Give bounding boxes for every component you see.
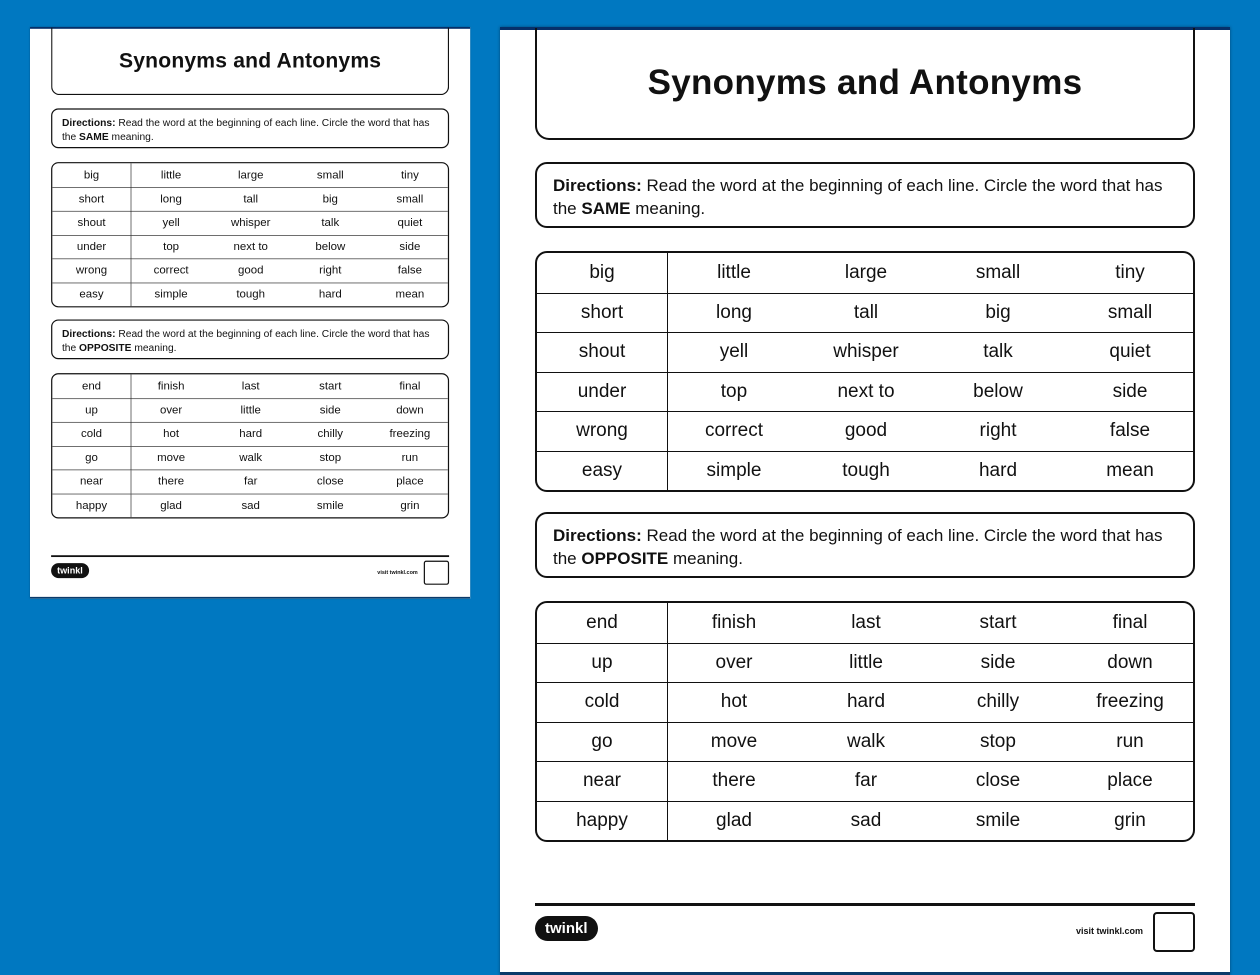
table-row xyxy=(537,722,1193,762)
choice-word: side xyxy=(1112,380,1148,402)
choice-word: over xyxy=(159,403,183,417)
choice-word: grin xyxy=(400,498,420,512)
choice-word: little xyxy=(717,261,751,283)
target-word: go xyxy=(52,446,131,469)
table-row xyxy=(52,211,448,235)
table-row xyxy=(537,293,1193,333)
table-row xyxy=(537,411,1193,451)
worksheet-preview-zoomed xyxy=(500,27,1230,975)
directions-text-end: meaning. xyxy=(668,549,743,568)
choice-word: next to xyxy=(233,240,268,253)
table-row xyxy=(52,374,448,398)
target-word: up xyxy=(537,644,668,683)
choice-word: tiny xyxy=(1115,261,1145,283)
target-word: end xyxy=(52,374,131,398)
target-word: under xyxy=(52,235,131,258)
choice-word: tough xyxy=(236,287,266,301)
page-footer xyxy=(51,555,449,576)
choice-word: tall xyxy=(243,192,259,206)
directions-text: Read the word at the beginning of each line. Circle the word that has the xyxy=(61,327,430,354)
directions-box xyxy=(535,162,1195,228)
title-box xyxy=(51,28,449,96)
choice-word: hard xyxy=(846,691,886,713)
word-table xyxy=(51,373,449,518)
target-word: cold xyxy=(52,423,131,446)
directions-text: Read the word at the beginning of each line. Circle the word that has the xyxy=(61,116,430,143)
choice-word: hot xyxy=(163,427,180,441)
directions-text: Read the word at the beginning of each line. Circle the word that has the xyxy=(553,176,1163,218)
quality-badge-icon xyxy=(424,561,449,585)
choice-word: long xyxy=(716,301,752,323)
table-row xyxy=(537,682,1193,722)
choice-word: place xyxy=(1107,770,1153,792)
table-row xyxy=(537,253,1193,293)
choice-word: top xyxy=(720,380,748,402)
title-box xyxy=(535,28,1195,140)
word-table xyxy=(535,251,1195,492)
choice-word: simple xyxy=(706,459,762,481)
table-row xyxy=(52,187,448,211)
visit-link-text: visit twinkl.com xyxy=(1075,926,1143,936)
page-footer xyxy=(535,903,1195,937)
target-word: near xyxy=(52,470,131,493)
target-word: shout xyxy=(52,212,131,235)
choice-word: small xyxy=(396,192,424,206)
choice-word: talk xyxy=(321,216,340,230)
choice-word: long xyxy=(160,192,182,206)
choice-word: far xyxy=(854,770,878,792)
choice-word: over xyxy=(715,651,753,673)
choice-word: correct xyxy=(704,420,764,442)
quality-badge-icon xyxy=(1153,912,1195,952)
choice-word: finish xyxy=(711,611,757,633)
choice-word: move xyxy=(710,730,758,752)
choice-word: big xyxy=(322,192,338,206)
choice-word: right xyxy=(319,264,342,277)
target-word: short xyxy=(52,188,131,211)
directions-label: Directions: xyxy=(61,116,116,129)
directions-label: Directions: xyxy=(553,526,642,545)
target-word: big xyxy=(537,253,668,293)
choice-word: correct xyxy=(153,264,189,277)
choice-word: hard xyxy=(318,287,342,301)
word-table xyxy=(51,162,449,307)
choice-word: big xyxy=(985,301,1011,323)
target-word: easy xyxy=(537,452,668,491)
choice-word: right xyxy=(979,420,1017,442)
directions-box xyxy=(535,512,1195,578)
word-table xyxy=(535,601,1195,842)
choice-word: there xyxy=(712,770,756,792)
choice-word: tall xyxy=(853,301,879,323)
target-word: big xyxy=(52,163,131,187)
choice-word: glad xyxy=(716,809,752,831)
choice-word: good xyxy=(237,264,264,277)
choice-word: whisper xyxy=(230,216,271,230)
choice-word: talk xyxy=(983,341,1013,363)
choice-word: hot xyxy=(720,691,748,713)
target-word: shout xyxy=(537,333,668,372)
directions-label: Directions: xyxy=(61,327,116,340)
table-row xyxy=(537,603,1193,643)
choice-word: false xyxy=(1109,420,1151,442)
directions-text: Read the word at the beginning of each line. Circle the word that has the xyxy=(553,526,1163,568)
target-word: cold xyxy=(537,683,668,722)
choice-word: hard xyxy=(239,427,263,441)
choice-word: below xyxy=(973,380,1023,402)
directions-text-end: meaning. xyxy=(108,130,154,143)
choice-word: close xyxy=(975,770,1021,792)
choice-word: walk xyxy=(846,730,885,752)
choice-word: mean xyxy=(1106,459,1154,481)
table-row xyxy=(52,422,448,446)
table-row xyxy=(537,372,1193,412)
choice-word: little xyxy=(160,168,182,182)
target-word: happy xyxy=(52,494,131,517)
visit-link-text: visit twinkl.com xyxy=(377,569,418,576)
table-row xyxy=(52,493,448,517)
directions-box xyxy=(51,108,449,148)
table-row xyxy=(52,235,448,259)
choice-word: little xyxy=(240,403,261,417)
table-row xyxy=(52,163,448,187)
table-row xyxy=(537,761,1193,801)
table-row xyxy=(537,643,1193,683)
choice-word: quiet xyxy=(397,216,423,230)
choice-word: sad xyxy=(850,809,882,831)
choice-word: smile xyxy=(975,809,1021,831)
twinkl-logo: twinkl xyxy=(535,916,598,941)
choice-word: yell xyxy=(719,341,749,363)
choice-word: close xyxy=(316,475,344,488)
directions-keyword: OPPOSITE xyxy=(79,341,132,354)
choice-word: start xyxy=(979,611,1017,633)
choice-word: mean xyxy=(395,287,425,301)
choice-word: side xyxy=(399,240,421,253)
choice-word: little xyxy=(849,651,883,673)
target-word: under xyxy=(537,373,668,412)
choice-word: top xyxy=(163,240,180,253)
table-row xyxy=(52,398,448,422)
choice-word: run xyxy=(401,451,419,465)
target-word: end xyxy=(537,603,668,643)
choice-word: down xyxy=(396,403,424,417)
choice-word: there xyxy=(158,475,185,488)
choice-word: false xyxy=(397,264,422,277)
worksheet-title: Synonyms and Antonyms xyxy=(118,48,382,73)
directions-keyword: SAME xyxy=(79,130,109,143)
choice-word: down xyxy=(1107,651,1153,673)
directions-text-end: meaning. xyxy=(630,199,706,218)
choice-word: far xyxy=(244,475,258,488)
choice-word: grin xyxy=(1114,809,1146,831)
target-word: wrong xyxy=(52,259,131,282)
choice-word: whisper xyxy=(833,341,899,363)
choice-word: hard xyxy=(978,459,1018,481)
choice-word: sad xyxy=(241,498,260,512)
choice-word: good xyxy=(844,420,888,442)
choice-word: quiet xyxy=(1109,341,1151,363)
choice-word: move xyxy=(157,451,186,465)
choice-word: small xyxy=(316,168,344,182)
target-word: short xyxy=(537,294,668,333)
choice-word: final xyxy=(399,379,421,393)
choice-word: run xyxy=(1116,730,1144,752)
directions-text-end: meaning. xyxy=(131,341,177,354)
table-row xyxy=(537,451,1193,491)
choice-word: last xyxy=(851,611,881,633)
choice-word: final xyxy=(1112,611,1148,633)
choice-word: tiny xyxy=(400,168,419,182)
choice-word: side xyxy=(980,651,1016,673)
worksheet-title: Synonyms and Antonyms xyxy=(647,63,1083,102)
choice-word: side xyxy=(319,403,341,417)
choice-word: tough xyxy=(842,459,890,481)
choice-word: last xyxy=(241,379,260,393)
directions-keyword: OPPOSITE xyxy=(581,549,669,568)
directions-label: Directions: xyxy=(553,176,642,195)
choice-word: glad xyxy=(160,498,182,512)
table-row xyxy=(52,446,448,470)
choice-word: freezing xyxy=(1096,691,1164,713)
choice-word: large xyxy=(237,168,264,182)
choice-word: smile xyxy=(316,498,344,512)
directions-box xyxy=(51,319,449,359)
target-word: happy xyxy=(537,802,668,841)
table-row xyxy=(52,259,448,283)
target-word: easy xyxy=(52,283,131,306)
table-row xyxy=(537,801,1193,841)
target-word: go xyxy=(537,723,668,762)
choice-word: place xyxy=(396,475,424,488)
choice-word: chilly xyxy=(317,427,344,441)
choice-word: small xyxy=(975,261,1021,283)
target-word: wrong xyxy=(537,412,668,451)
choice-word: next to xyxy=(837,380,895,402)
choice-word: large xyxy=(844,261,888,283)
table-row xyxy=(537,332,1193,372)
choice-word: stop xyxy=(980,730,1016,752)
choice-word: below xyxy=(315,240,346,253)
choice-word: yell xyxy=(162,216,180,230)
choice-word: walk xyxy=(239,451,263,465)
directions-keyword: SAME xyxy=(581,199,631,218)
choice-word: start xyxy=(319,379,342,393)
table-row xyxy=(52,470,448,494)
target-word: up xyxy=(52,399,131,422)
choice-word: simple xyxy=(154,287,188,301)
choice-word: stop xyxy=(319,451,342,465)
target-word: near xyxy=(537,762,668,801)
choice-word: finish xyxy=(157,379,185,393)
twinkl-logo: twinkl xyxy=(51,563,89,578)
table-row xyxy=(52,282,448,306)
choice-word: freezing xyxy=(389,427,431,441)
worksheet-preview-thumbnail xyxy=(30,27,470,599)
choice-word: small xyxy=(1107,301,1153,323)
choice-word: chilly xyxy=(976,691,1020,713)
